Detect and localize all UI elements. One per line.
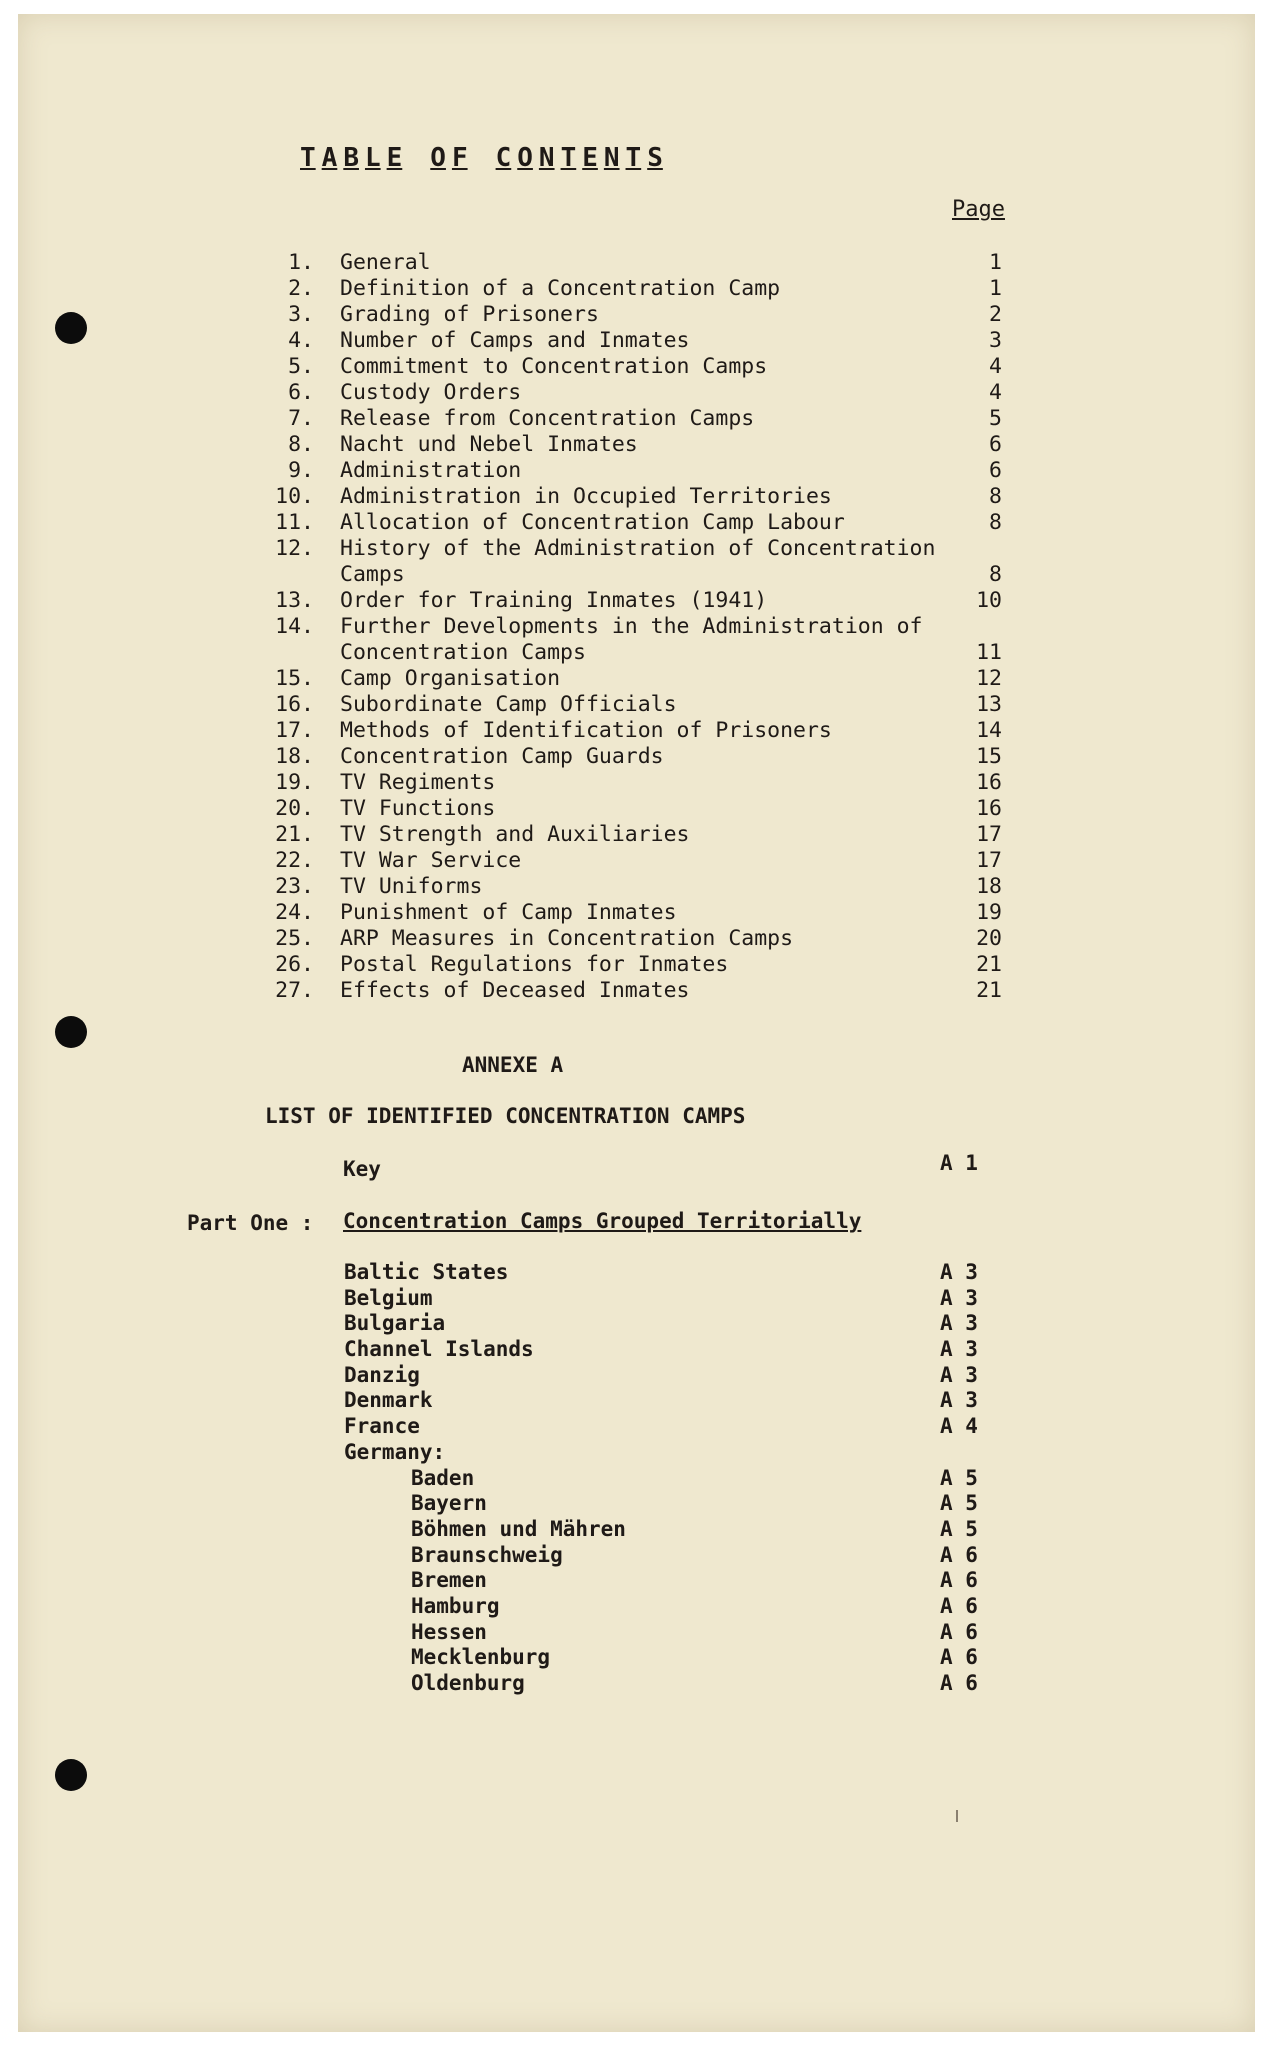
toc-entry-page: 5	[989, 406, 1002, 431]
toc-entry-page: 17	[976, 822, 1002, 847]
toc-entry-number: 7.	[288, 406, 314, 431]
toc-entry-number: 25.	[275, 926, 314, 951]
toc-entry	[0, 406, 1272, 432]
toc-entry-page: 8	[989, 562, 1002, 587]
annexe-entry-name: Oldenburg	[411, 1671, 525, 1695]
toc-entry-page: 17	[976, 848, 1002, 873]
annexe-entry	[0, 1620, 1272, 1646]
toc-entry-number: 11.	[275, 510, 314, 535]
annexe-entry-ref: A 3	[940, 1362, 978, 1387]
toc-entry-title	[340, 952, 728, 978]
toc-entry-title-line: TV Functions	[340, 796, 496, 821]
toc-entry-title	[340, 406, 754, 432]
annexe-entry-name: France	[344, 1414, 420, 1439]
toc-entry-page: 2	[989, 302, 1002, 327]
toc-entry-number: 12.	[275, 536, 314, 561]
toc-entry-number: 27.	[275, 978, 314, 1003]
toc-entry	[0, 380, 1272, 406]
annexe-entry	[0, 1337, 1272, 1363]
page-column-header: Page	[952, 197, 1005, 222]
annexe-entry-name: Baden	[411, 1465, 475, 1490]
toc-entry	[0, 666, 1272, 692]
punch-hole	[55, 1016, 87, 1048]
annexe-entry-name: Böhmen und Mähren	[411, 1516, 626, 1541]
annexe-entry	[0, 1517, 1272, 1543]
annexe-entry	[0, 1645, 1272, 1671]
toc-entry-page: 21	[976, 978, 1002, 1003]
annexe-entry-name: Baltic States	[344, 1260, 509, 1284]
toc-entry	[0, 276, 1272, 302]
toc-entry-title	[340, 484, 832, 510]
toc-entry-title	[340, 900, 677, 926]
toc-entry-page: 21	[976, 952, 1002, 977]
toc-entry-title	[340, 770, 495, 796]
annexe-list	[0, 1260, 1272, 1697]
annexe-entry	[0, 1491, 1272, 1517]
toc-entry-page: 3	[989, 328, 1002, 353]
toc-entry	[0, 874, 1272, 900]
toc-entry-title-line: Subordinate Camp Officials	[340, 692, 677, 717]
toc-entry-page: 15	[976, 744, 1002, 769]
toc-entry-title	[340, 874, 482, 900]
toc-entry-page: 6	[989, 458, 1002, 483]
toc-entry-number: 1.	[288, 250, 314, 275]
toc-entry-title-line: ARP Measures in Concentration Camps	[340, 926, 794, 951]
annexe-subtitle: LIST OF IDENTIFIED CONCENTRATION CAMPS	[265, 1104, 746, 1128]
toc-entry-page: 13	[976, 692, 1002, 717]
toc-entry-number: 3.	[288, 302, 314, 327]
toc-entry-title	[340, 536, 935, 588]
toc-entry-number: 4.	[288, 328, 314, 353]
toc-entry-number: 6.	[288, 380, 314, 405]
toc-entry-number: 2.	[288, 276, 314, 301]
toc-entry-page: 18	[976, 874, 1002, 899]
toc-entry-title	[340, 692, 677, 718]
toc-entry-title	[340, 796, 495, 822]
annexe-entry-name: Hessen	[411, 1619, 487, 1644]
toc-entry-title-line: Camp Organisation	[340, 666, 561, 691]
toc-entry-title	[340, 250, 431, 276]
toc-entry-number: 19.	[275, 770, 314, 795]
annexe-entry	[0, 1568, 1272, 1594]
toc-entry-page: 14	[976, 718, 1002, 743]
toc-entry	[0, 328, 1272, 354]
annexe-entry	[0, 1388, 1272, 1414]
toc-entry-title-line: Definition of a Concentration Camp	[340, 276, 781, 301]
toc-entry	[0, 978, 1272, 1004]
toc-entry-title-line: TV Uniforms	[340, 874, 483, 899]
toc-entry-number: 9.	[288, 458, 314, 483]
toc-entry-title	[340, 666, 560, 692]
annexe-entry	[0, 1594, 1272, 1620]
toc-entry	[0, 302, 1272, 328]
toc-entry	[0, 510, 1272, 536]
annexe-entry-name: Mecklenburg	[411, 1645, 551, 1670]
annexe-entry-ref: A 4	[940, 1414, 978, 1439]
part-label: Part One :	[187, 1211, 314, 1235]
toc-entry-title	[340, 302, 599, 328]
annexe-entry-ref: A 3	[940, 1311, 978, 1336]
toc-entry-page: 4	[989, 380, 1002, 405]
toc-entry-title-line: Concentration Camps	[340, 640, 586, 665]
toc-entry-number: 21.	[275, 822, 314, 847]
toc-entry	[0, 718, 1272, 744]
annexe-entry	[0, 1414, 1272, 1440]
annexe-heading: ANNEXE A	[462, 1053, 564, 1077]
key-label: Key	[343, 1157, 381, 1181]
annexe-entry-name: Bremen	[411, 1568, 487, 1593]
toc-entry	[0, 848, 1272, 874]
annexe-entry-ref: A 6	[940, 1645, 978, 1670]
annexe-entry-ref: A 3	[940, 1337, 978, 1362]
part-title: Concentration Camps Grouped Territorially	[343, 1209, 862, 1233]
toc-entry-title	[340, 328, 690, 354]
toc-entry-title-line: TV War Service	[340, 848, 522, 873]
key-page-ref: A 1	[940, 1151, 978, 1175]
annexe-entry-name: Braunschweig	[411, 1542, 563, 1567]
toc-entry-title-line: Concentration Camp Guards	[340, 744, 664, 769]
annexe-entry-name: Bulgaria	[344, 1311, 446, 1336]
toc-entry-number: 22.	[275, 848, 314, 873]
annexe-entry	[0, 1286, 1272, 1312]
annexe-entry-ref: A 3	[940, 1260, 978, 1284]
annexe-entry-ref: A 6	[940, 1568, 978, 1593]
annexe-entry-name: Denmark	[344, 1388, 433, 1413]
toc-entry-title-line: General	[340, 250, 431, 275]
annexe-entry	[0, 1466, 1272, 1492]
toc-entry-title-line: Nacht und Nebel Inmates	[340, 432, 638, 457]
toc-entry-number: 8.	[288, 432, 314, 457]
annexe-entry-name: Germany:	[344, 1439, 446, 1464]
toc-entry-title	[340, 380, 521, 406]
toc-entry	[0, 588, 1272, 614]
toc-entry-title-line: Commitment to Concentration Camps	[340, 354, 768, 379]
toc-entry-title	[340, 510, 845, 536]
annexe-entry-ref: A 6	[940, 1671, 978, 1695]
annexe-entry	[0, 1260, 1272, 1286]
annexe-entry-name: Belgium	[344, 1285, 433, 1310]
toc-entry-page: 11	[976, 640, 1002, 665]
toc-entry	[0, 744, 1272, 770]
toc-entry	[0, 536, 1272, 588]
toc-entry-title-line: Effects of Deceased Inmates	[340, 978, 690, 1003]
toc-entry-title-line: Custody Orders	[340, 380, 522, 405]
toc-entry-title-line: Grading of Prisoners	[340, 302, 599, 327]
toc-entry-title-line: Camps	[340, 562, 405, 587]
annexe-entry	[0, 1543, 1272, 1569]
annexe-entry-ref: A 6	[940, 1619, 978, 1644]
toc-entry-title	[340, 432, 638, 458]
annexe-entry-ref: A 6	[940, 1593, 978, 1618]
toc-entry-title-line: TV Strength and Auxiliaries	[340, 822, 690, 847]
toc-entry	[0, 692, 1272, 718]
toc-entry-page: 8	[989, 484, 1002, 509]
toc-entry-title	[340, 354, 767, 380]
toc-entry-number: 10.	[275, 484, 314, 509]
toc-entry-title	[340, 614, 922, 666]
toc-entry-number: 18.	[275, 744, 314, 769]
toc-entry-title-line: Release from Concentration Camps	[340, 406, 755, 431]
toc-entry-page: 12	[976, 666, 1002, 691]
annexe-entry-name: Hamburg	[411, 1593, 500, 1618]
toc-entry-number: 14.	[275, 614, 314, 639]
toc-entry-title	[340, 978, 690, 1004]
toc-entry	[0, 458, 1272, 484]
toc-entry-title-line: Number of Camps and Inmates	[340, 328, 690, 353]
toc-entry	[0, 614, 1272, 666]
punch-hole	[55, 1759, 87, 1791]
toc-entry	[0, 484, 1272, 510]
toc-entry-title-line: Allocation of Concentration Camp Labour	[340, 510, 845, 535]
toc-entry-page: 19	[976, 900, 1002, 925]
toc-entry	[0, 796, 1272, 822]
toc-entry-title-line: Administration in Occupied Territories	[340, 484, 832, 509]
toc-entry	[0, 900, 1272, 926]
toc-entry-title-line: Administration	[340, 458, 522, 483]
toc-entry-title-line: Postal Regulations for Inmates	[340, 952, 729, 977]
toc-entry-title-line: Further Developments in the Administration of	[340, 614, 923, 639]
page-title: T A B L E O F C O N T E N T S	[300, 143, 663, 173]
toc-entry-number: 13.	[275, 588, 314, 613]
annexe-entry-ref: A 6	[940, 1542, 978, 1567]
toc-entry-page: 6	[989, 432, 1002, 457]
toc-entry	[0, 952, 1272, 978]
toc-entry-number: 5.	[288, 354, 314, 379]
toc-entry-page: 8	[989, 510, 1002, 535]
toc-entry-title	[340, 926, 793, 952]
annexe-entry-ref: A 5	[940, 1516, 978, 1541]
toc-entry-title-line: Punishment of Camp Inmates	[340, 900, 677, 925]
toc-entry-title	[340, 276, 780, 302]
toc-entry-title	[340, 458, 521, 484]
toc-entry-number: 15.	[275, 666, 314, 691]
annexe-entry-ref: A 5	[940, 1491, 978, 1516]
toc-entry-title-line: TV Regiments	[340, 770, 496, 795]
annexe-entry-ref: A 5	[940, 1465, 978, 1490]
annexe-entry-name: Channel Islands	[344, 1337, 534, 1362]
toc-entry	[0, 822, 1272, 848]
toc-entry-page: 1	[989, 250, 1002, 275]
toc-entry-title	[340, 822, 690, 848]
annexe-entry-name: Bayern	[411, 1491, 487, 1516]
toc-entry-title-line: Order for Training Inmates (1941)	[340, 588, 768, 613]
annexe-entry	[0, 1671, 1272, 1697]
toc-entry-title	[340, 588, 767, 614]
toc-entry-title-line: History of the Administration of Concentration	[340, 536, 936, 561]
toc-entry-title-line: Methods of Identification of Prisoners	[340, 718, 832, 743]
stray-mark	[956, 1810, 958, 1822]
toc-entry-number: 16.	[275, 692, 314, 717]
toc-entry-page: 10	[976, 588, 1002, 613]
toc-entry-number: 24.	[275, 900, 314, 925]
annexe-entry-ref: A 3	[940, 1285, 978, 1310]
toc-entry-number: 23.	[275, 874, 314, 899]
annexe-entry-ref: A 3	[940, 1388, 978, 1413]
toc-entry	[0, 432, 1272, 458]
annexe-entry	[0, 1363, 1272, 1389]
toc-entry	[0, 250, 1272, 276]
toc-entry-number: 20.	[275, 796, 314, 821]
toc-entry-title	[340, 718, 832, 744]
toc-entry-title	[340, 848, 521, 874]
annexe-entry-name: Danzig	[344, 1362, 420, 1387]
annexe-entry	[0, 1311, 1272, 1337]
toc-entry-number: 17.	[275, 718, 314, 743]
toc-entry-page: 4	[989, 354, 1002, 379]
table-of-contents	[0, 250, 1272, 1004]
toc-entry	[0, 926, 1272, 952]
toc-entry-page: 16	[976, 770, 1002, 795]
toc-entry	[0, 354, 1272, 380]
toc-entry-page: 20	[976, 926, 1002, 951]
toc-entry-page: 16	[976, 796, 1002, 821]
toc-entry-number: 26.	[275, 952, 314, 977]
toc-entry-title	[340, 744, 664, 770]
toc-entry-page: 1	[989, 276, 1002, 301]
toc-entry	[0, 770, 1272, 796]
annexe-entry	[0, 1440, 1272, 1466]
